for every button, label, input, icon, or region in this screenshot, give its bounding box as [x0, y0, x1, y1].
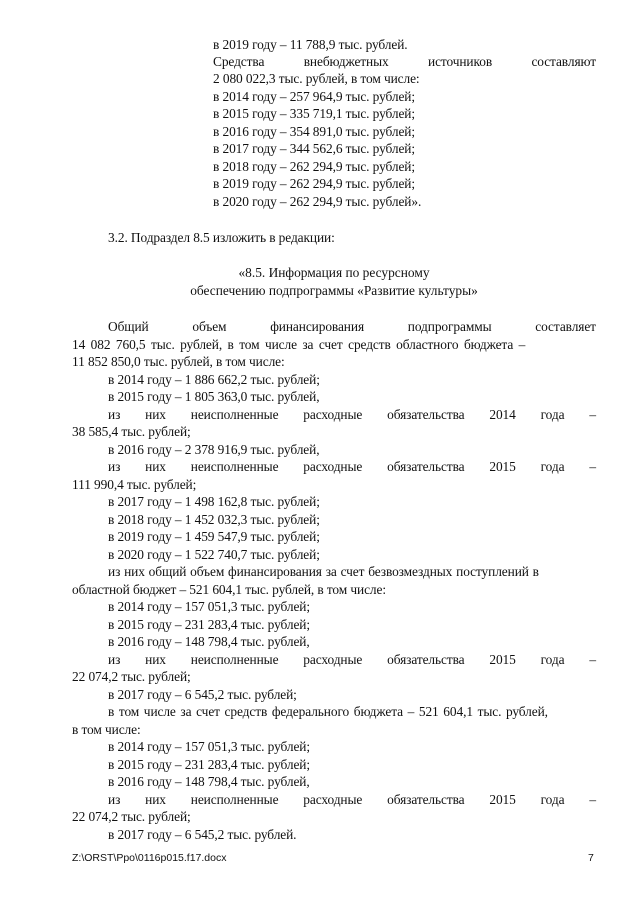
- year-item: в 2016 году – 148 798,4 тыс. рублей,: [108, 774, 310, 789]
- word: объем: [192, 319, 227, 334]
- word: из: [108, 652, 121, 667]
- unfulfilled-line: [108, 791, 596, 808]
- top-year-item: в 2014 году – 257 964,9 тыс. рублей;: [213, 89, 415, 104]
- word: 2014: [489, 407, 516, 422]
- gratuitous-line: из них общий объем финансирования за счет безвозмездных поступлений в: [108, 564, 539, 579]
- year-item: в 2019 году – 1 459 547,9 тыс. рублей;: [108, 529, 320, 544]
- word: неисполненные: [190, 459, 279, 474]
- section-heading-line1: «8.5. Информация по ресурсному: [238, 265, 430, 280]
- word: них: [145, 652, 166, 667]
- word: составляет: [535, 319, 596, 334]
- footer-file-path: Z:\ORST\Ppo\0116p015.f17.docx: [72, 852, 227, 864]
- word: расходные: [303, 792, 363, 807]
- top-year-item: в 2019 году – 262 294,9 тыс. рублей;: [213, 176, 415, 191]
- paragraph-line: 14 082 760,5 тыс. рублей, в том числе за счет средств областного бюджета –: [72, 337, 526, 352]
- year-item: в 2015 году – 231 283,4 тыс. рублей;: [108, 757, 310, 772]
- year-item: в 2017 году – 6 545,2 тыс. рублей;: [108, 687, 297, 702]
- word: –: [589, 459, 596, 474]
- unfulfilled-amount: 111 990,4 тыс. рублей;: [72, 477, 197, 492]
- word: них: [145, 407, 166, 422]
- year-item: в 2016 году – 2 378 916,9 тыс. рублей,: [108, 442, 320, 457]
- top-year-item: в 2020 году – 262 294,9 тыс. рублей».: [213, 194, 422, 209]
- word: неисполненные: [190, 652, 279, 667]
- word: внебюджетных: [303, 54, 389, 69]
- word: них: [145, 792, 166, 807]
- top-year-item: в 2015 году – 335 719,1 тыс. рублей;: [213, 106, 415, 121]
- federal-line: в том числе:: [72, 722, 141, 737]
- top-year-item: в 2017 году – 344 562,6 тыс. рублей;: [213, 141, 415, 156]
- word: года: [540, 407, 565, 422]
- gratuitous-line: областной бюджет – 521 604,1 тыс. рублей, в том числе:: [72, 582, 386, 597]
- year-item: в 2020 году – 1 522 740,7 тыс. рублей;: [108, 547, 320, 562]
- word: неисполненные: [190, 792, 279, 807]
- word: обязательства: [387, 407, 465, 422]
- top-year-item: в 2016 году – 354 891,0 тыс. рублей;: [213, 124, 415, 139]
- word: года: [540, 459, 565, 474]
- top-line-2019: в 2019 году – 11 788,9 тыс. рублей.: [213, 37, 408, 52]
- word: года: [540, 652, 565, 667]
- word: обязательства: [387, 652, 465, 667]
- page-number: 7: [588, 852, 594, 864]
- word: расходные: [303, 652, 363, 667]
- unfulfilled-amount: 22 074,2 тыс. рублей;: [72, 669, 191, 684]
- word: финансирования: [270, 319, 365, 334]
- word: из: [108, 792, 121, 807]
- year-item: в 2017 году – 6 545,2 тыс. рублей.: [108, 827, 297, 842]
- year-item: в 2014 году – 1 886 662,2 тыс. рублей;: [108, 372, 320, 387]
- word: 2015: [489, 459, 516, 474]
- word: подпрограммы: [407, 319, 492, 334]
- word: –: [589, 407, 596, 422]
- year-item: в 2015 году – 231 283,4 тыс. рублей;: [108, 617, 310, 632]
- federal-line: в том числе за счет средств федерального бюджета – 521 604,1 тыс. рублей,: [108, 704, 548, 719]
- top-year-item: в 2018 году – 262 294,9 тыс. рублей;: [213, 159, 415, 174]
- year-item: в 2017 году – 1 498 162,8 тыс. рублей;: [108, 494, 320, 509]
- unfulfilled-amount: 22 074,2 тыс. рублей;: [72, 809, 191, 824]
- year-item: в 2014 году – 157 051,3 тыс. рублей;: [108, 739, 310, 754]
- year-item: в 2016 году – 148 798,4 тыс. рублей,: [108, 634, 310, 649]
- paragraph-total-line: [108, 318, 596, 335]
- word: составляют: [531, 54, 596, 69]
- word: Общий: [108, 319, 149, 334]
- word: из: [108, 459, 121, 474]
- word: 2015: [489, 792, 516, 807]
- word: –: [589, 652, 596, 667]
- top-total-line: 2 080 022,3 тыс. рублей, в том числе:: [213, 71, 420, 86]
- section-instruction: 3.2. Подраздел 8.5 изложить в редакции:: [108, 230, 335, 245]
- unfulfilled-line: [108, 458, 596, 475]
- word: из: [108, 407, 121, 422]
- unfulfilled-line: [108, 406, 596, 423]
- year-item: в 2018 году – 1 452 032,3 тыс. рублей;: [108, 512, 320, 527]
- word: года: [540, 792, 565, 807]
- word: расходные: [303, 459, 363, 474]
- section-heading-line2: обеспечению подпрограммы «Развитие культуры»: [190, 283, 478, 298]
- year-item: в 2014 году – 157 051,3 тыс. рублей;: [108, 599, 310, 614]
- paragraph-line: 11 852 850,0 тыс. рублей, в том числе:: [72, 354, 285, 369]
- unfulfilled-amount: 38 585,4 тыс. рублей;: [72, 424, 191, 439]
- word: неисполненные: [190, 407, 279, 422]
- word: них: [145, 459, 166, 474]
- word: Средства: [213, 54, 265, 69]
- word: обязательства: [387, 459, 465, 474]
- word: 2015: [489, 652, 516, 667]
- top-funds-line: [213, 53, 596, 70]
- word: расходные: [303, 407, 363, 422]
- word: обязательства: [387, 792, 465, 807]
- word: источников: [428, 54, 493, 69]
- unfulfilled-line: [108, 651, 596, 668]
- year-item: в 2015 году – 1 805 363,0 тыс. рублей,: [108, 389, 320, 404]
- word: –: [589, 792, 596, 807]
